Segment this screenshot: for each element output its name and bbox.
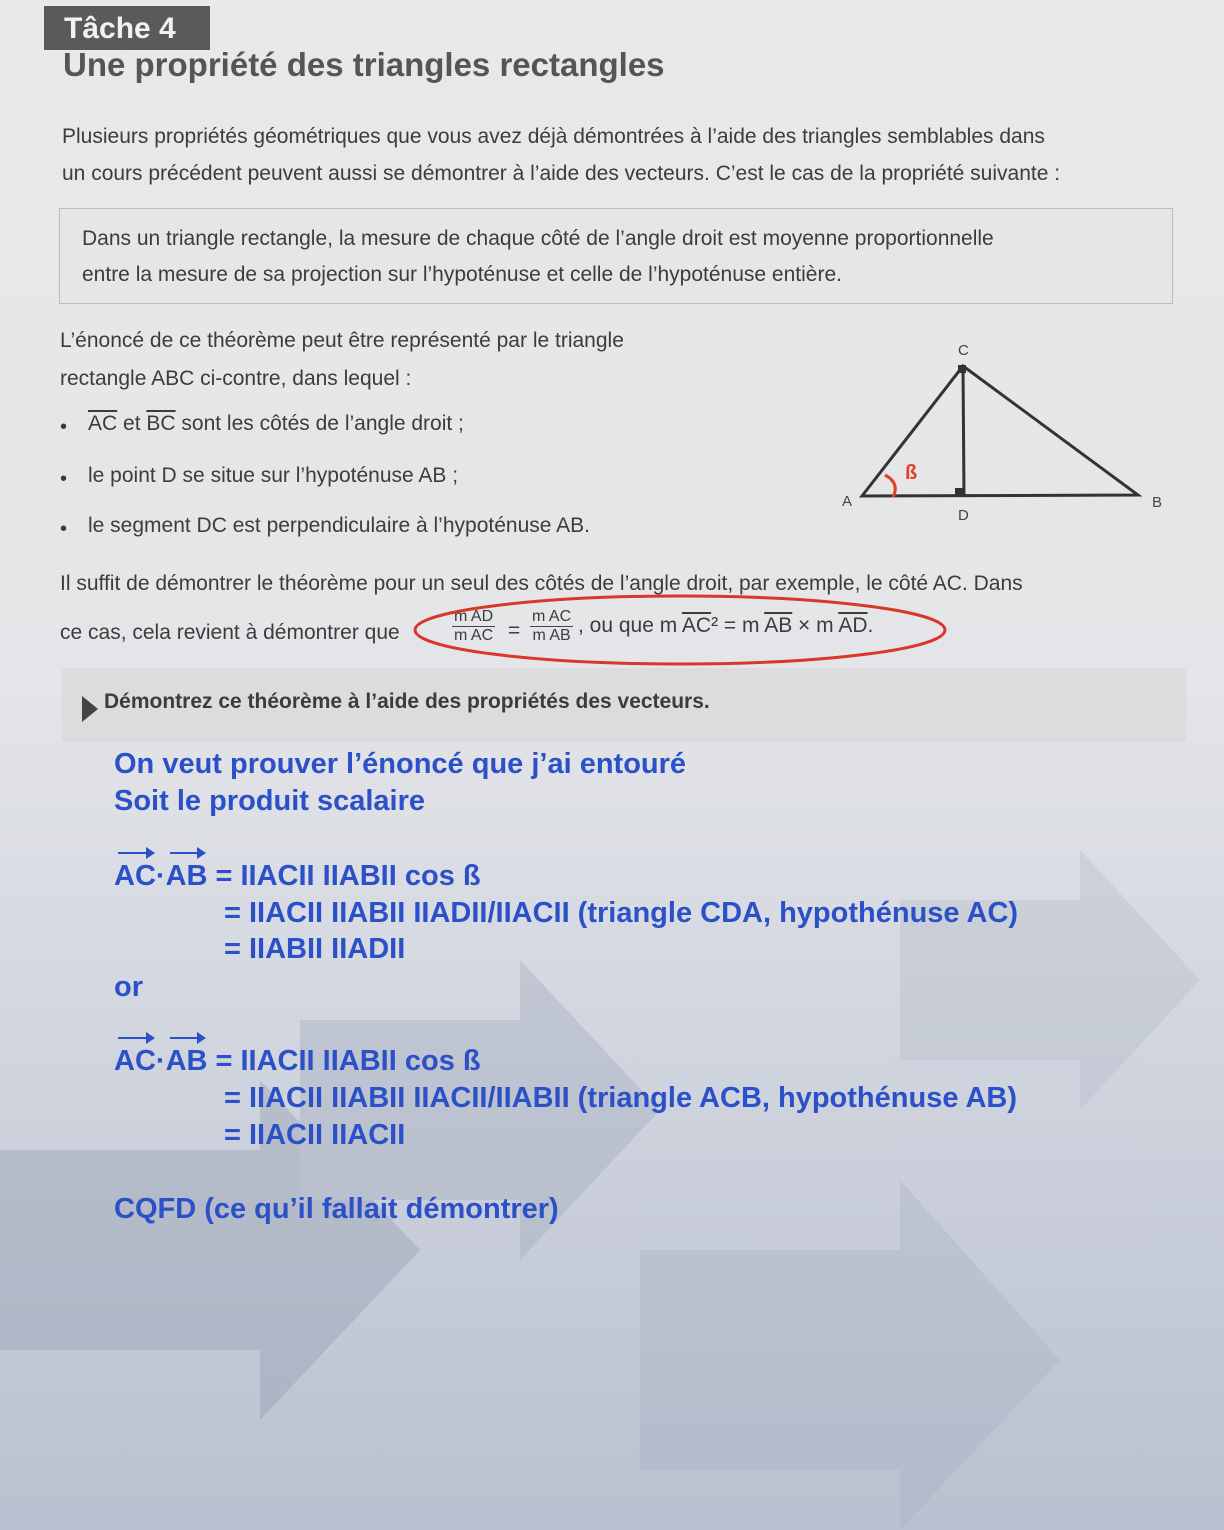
instruction-bar — [62, 668, 1186, 742]
bullet-dot: • — [60, 416, 68, 438]
right-angle-mark-c — [958, 365, 966, 373]
answer-line-6: AC· AB = IIACII IIABII cos ß — [114, 1045, 481, 1078]
fraction-ac-ab: $\frac{\text{m AC}}{\text{m AB}}$ — [532, 608, 572, 644]
bullet-dot: • — [60, 468, 68, 490]
suffit-line-2: ce cas, cela revient à démontrer que — [60, 621, 400, 644]
suffit-line-1: Il suffit de démontrer le théorème pour un seul des côtés de l’angle droit, par exemple, le côté AC. Dans — [60, 572, 1023, 595]
theorem-line-2: entre la mesure de sa projection sur l’hypoténuse et celle de l’hypoténuse entière. — [82, 263, 842, 286]
triangle-pointer-icon — [82, 696, 98, 722]
answer-line-7: = IIACII IIABII IIACII/IIABII (triangle ACB, hypothénuse AB) — [224, 1082, 1017, 1114]
intro-line-1: Plusieurs propriétés géométriques que vous avez déjà démontrées à l’aide des triangles semblables dans — [62, 125, 1045, 148]
segment-dc — [963, 366, 964, 496]
angle-arc — [885, 475, 895, 497]
statement-line-2: rectangle ABC ci-contre, dans lequel : — [60, 367, 412, 390]
label-a: A — [842, 493, 853, 510]
answer-cqfd: CQFD (ce qu’il fallait démontrer) — [114, 1193, 559, 1225]
label-d: D — [958, 507, 969, 524]
bullet-item-2: le point D se situe sur l’hypoténuse AB ; — [88, 464, 459, 487]
page-title: Une propriété des triangles rectangles — [63, 46, 665, 83]
label-c: C — [958, 342, 969, 359]
bullet-dot: • — [60, 518, 68, 540]
instruction-text: Démontrez ce théorème à l’aide des propriétés des vecteurs. — [104, 690, 710, 713]
right-angle-mark — [955, 488, 964, 496]
bullet-item-3: le segment DC est perpendiculaire à l’hypoténuse AB. — [88, 514, 590, 537]
answer-line-5: = IIABII IIADII — [224, 933, 406, 965]
bullet-item-1: $\overline{AC}$ et $\overline{BC}$ sont les côtés de l’angle droit ; — [88, 412, 464, 435]
triangle-abc — [862, 366, 1138, 496]
answer-line-1: On veut prouver l’énoncé que j’ai entouré — [114, 748, 687, 780]
answer-line-3: AC· AB = IIACII IIABII cos ß — [114, 860, 481, 893]
answer-line-8: = IIACII IIACII — [224, 1119, 406, 1151]
label-b: B — [1152, 494, 1163, 511]
red-circle-annotation — [405, 590, 965, 680]
fraction-ad-ac: $\frac{\text{m AD}}{\text{m AC}}$ — [454, 608, 494, 644]
answer-line-2: Soit le produit scalaire — [114, 785, 426, 817]
label-beta: ß — [905, 462, 918, 484]
answer-or: or — [114, 971, 143, 1003]
intro-line-2: un cours précédent peuvent aussi se démontrer à l’aide des vecteurs. C’est le cas de la propriété suivante : — [62, 162, 1061, 185]
suffit-rest: , ou que m $\overline{AC}^2 = m$ $\overline{AB} \times m$ $\overline{AD}$. — [578, 614, 874, 637]
equals-sign: = — [508, 619, 521, 642]
statement-line-1: L’énoncé de ce théorème peut être représenté par le triangle — [60, 329, 624, 352]
triangle-figure — [830, 335, 1190, 535]
theorem-box — [59, 208, 1173, 304]
answer-line-4: = IIACII IIABII IIADII/IIACII (triangle CDA, hypothénuse AC) — [224, 897, 1019, 929]
theorem-line-1: Dans un triangle rectangle, la mesure de chaque côté de l’angle droit est moyenne proportionnelle — [82, 227, 994, 250]
task-tag: Tâche 4 — [44, 6, 210, 50]
